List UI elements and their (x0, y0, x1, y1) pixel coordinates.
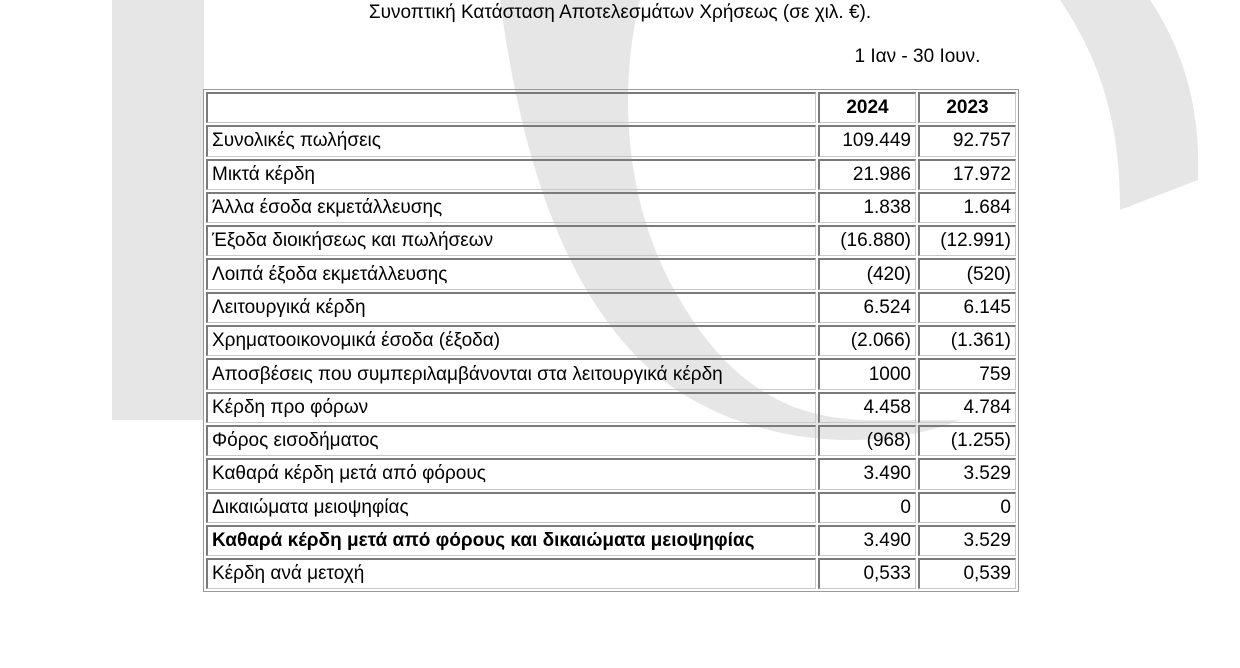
value-2024: 21.986 (818, 159, 916, 190)
row-label: Δικαιώματα μειοψηφίας (206, 492, 816, 523)
header-2024: 2024 (818, 92, 916, 123)
value-2024: 109.449 (818, 125, 916, 156)
value-2023: 3.529 (918, 525, 1016, 556)
row-label: Κέρδη ανά μετοχή (206, 558, 816, 589)
value-2024: 6.524 (818, 292, 916, 323)
table-row (206, 258, 1016, 289)
value-2024: (968) (818, 425, 916, 456)
table-row (206, 425, 1016, 456)
value-2023: 0 (918, 492, 1016, 523)
row-label: Έξοδα διοικήσεως και πωλήσεων (206, 225, 816, 256)
table-row (206, 292, 1016, 323)
row-label: Συνολικές πωλήσεις (206, 125, 816, 156)
value-2024: 1000 (818, 358, 916, 389)
value-2024: 3.490 (818, 458, 916, 489)
table-row (206, 458, 1016, 489)
value-2024: 4.458 (818, 392, 916, 423)
value-2023: (1.255) (918, 425, 1016, 456)
row-label: Χρηματοοικονομικά έσοδα (έξοδα) (206, 325, 816, 356)
row-label: Αποσβέσεις που συμπεριλαμβάνονται στα λειτουργικά κέρδη (206, 358, 816, 389)
value-2023: 1.684 (918, 192, 1016, 223)
value-2023: (12.991) (918, 225, 1016, 256)
row-label: Καθαρά κέρδη μετά από φόρους (206, 458, 816, 489)
table-row (206, 125, 1016, 156)
header-empty-cell (206, 92, 816, 123)
row-label: Μικτά κέρδη (206, 159, 816, 190)
table-row (206, 492, 1016, 523)
row-label: Καθαρά κέρδη μετά από φόρους και δικαιώματα μειοψηφίας (206, 525, 816, 556)
row-label: Λοιπά έξοδα εκμετάλλευσης (206, 258, 816, 289)
value-2024: 0,533 (818, 558, 916, 589)
value-2023: 92.757 (918, 125, 1016, 156)
table-row-total (206, 525, 1016, 556)
value-2024: (16.880) (818, 225, 916, 256)
row-label: Άλλα έσοδα εκμετάλλευσης (206, 192, 816, 223)
value-2024: 1.838 (818, 192, 916, 223)
value-2023: 0,539 (918, 558, 1016, 589)
report-title: Συνοπτική Κατάσταση Αποτελεσμάτων Χρήσεως (σε χιλ. €). (368, 2, 872, 23)
value-2023: 4.784 (918, 392, 1016, 423)
value-2023: 17.972 (918, 159, 1016, 190)
table-row (206, 225, 1016, 256)
value-2023: (1.361) (918, 325, 1016, 356)
table-row (206, 392, 1016, 423)
value-2024: 0 (818, 492, 916, 523)
table-header-row (206, 92, 1016, 123)
value-2023: (520) (918, 258, 1016, 289)
row-label: Λειτουργικά κέρδη (206, 292, 816, 323)
table-row (206, 325, 1016, 356)
row-label: Κέρδη προ φόρων (206, 392, 816, 423)
table-row (206, 558, 1016, 589)
value-2023: 6.145 (918, 292, 1016, 323)
value-2024: (420) (818, 258, 916, 289)
table-row (206, 358, 1016, 389)
value-2024: (2.066) (818, 325, 916, 356)
row-label: Φόρος εισοδήματος (206, 425, 816, 456)
period-label: 1 Ιαν - 30 Ιουν. (854, 46, 981, 67)
value-2024: 3.490 (818, 525, 916, 556)
header-2023: 2023 (918, 92, 1016, 123)
watermark-left-shape (112, 0, 204, 420)
table-row (206, 159, 1016, 190)
value-2023: 759 (918, 358, 1016, 389)
financial-table (203, 89, 1019, 592)
value-2023: 3.529 (918, 458, 1016, 489)
table-row (206, 192, 1016, 223)
watermark-right-shape (1060, 0, 1198, 210)
